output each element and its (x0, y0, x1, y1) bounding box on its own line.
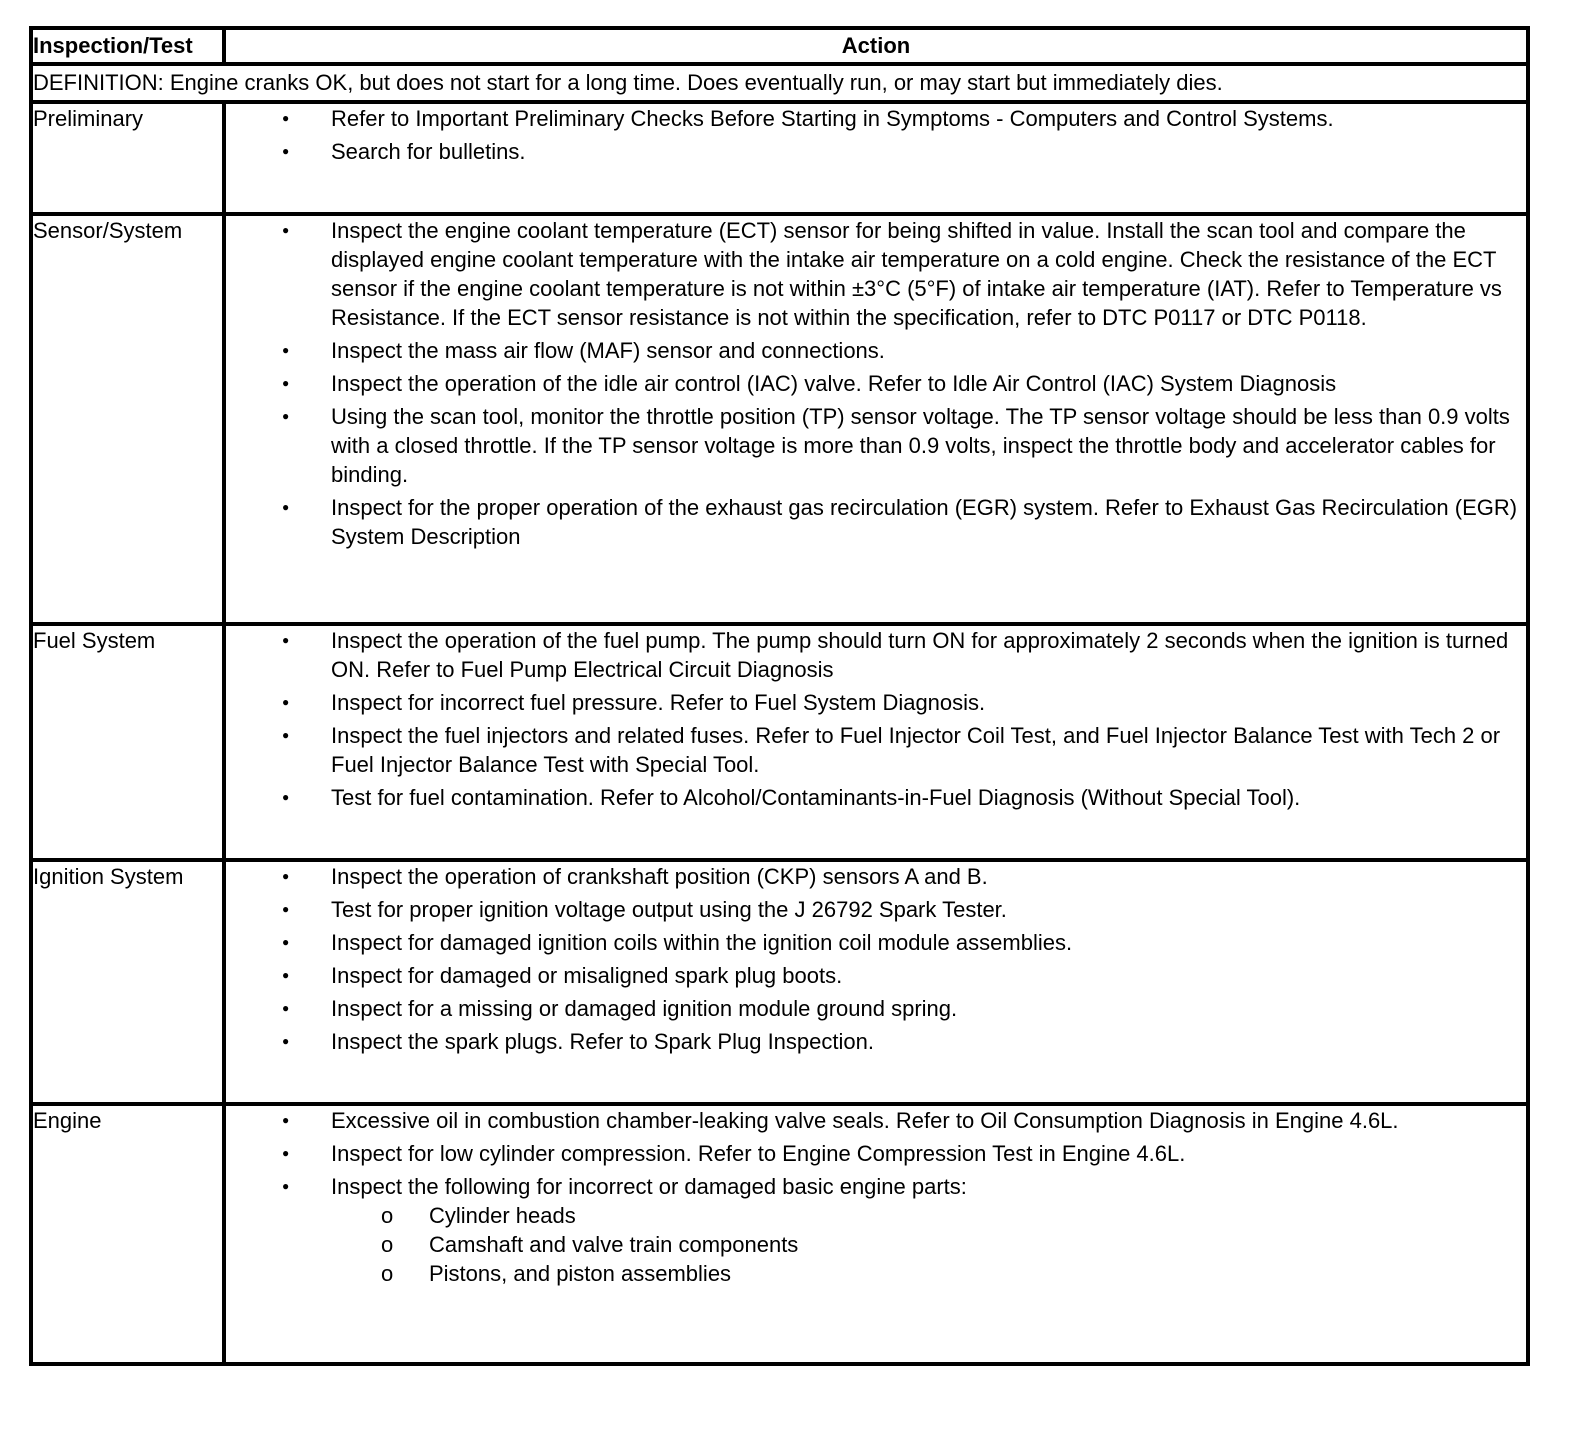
list-item: ● Using the scan tool, monitor the throttle position (TP) sensor voltage. The TP sensor voltage should be less than 0.9 volts with a closed throttle. If the TP sensor voltage is more than 0.9 volts, inspect the throttle body and accelerator cables for binding. (226, 402, 1526, 489)
table-row (31, 1104, 1528, 1364)
list-item: ● Refer to Important Preliminary Checks Before Starting in Symptoms - Computers and Control Systems. (226, 104, 1526, 133)
table-row (31, 102, 1528, 214)
list-item: ● Test for fuel contamination. Refer to Alcohol/Contaminants-in-Fuel Diagnosis (Without Special Tool). (226, 783, 1526, 812)
header-inspection-test: Inspection/Test (31, 28, 224, 64)
list-item: ● Inspect the operation of the fuel pump. The pump should turn ON for approximately 2 seconds when the ignition is turned ON. Refer to Fuel Pump Electrical Circuit Diagnosis (226, 626, 1526, 684)
table-row (31, 860, 1528, 1104)
list-item: ● Test for proper ignition voltage output using the J 26792 Spark Tester. (226, 895, 1526, 924)
row-label-preliminary: Preliminary (31, 102, 224, 214)
list-item: ● Search for bulletins. (226, 137, 1526, 166)
list-item: ● Excessive oil in combustion chamber-leaking valve seals. Refer to Oil Consumption Diagnosis in Engine 4.6L. (226, 1106, 1526, 1135)
list-item: ● Inspect the operation of crankshaft position (CKP) sensors A and B. (226, 862, 1526, 891)
list-item: ● Inspect for a missing or damaged ignition module ground spring. (226, 994, 1526, 1023)
row-label-sensor-system: Sensor/System (31, 214, 224, 624)
definition-text: DEFINITION: Engine cranks OK, but does not start for a long time. Does eventually run, or may start but immediately dies. (31, 64, 1528, 102)
action-list (226, 216, 1526, 551)
list-item: ● Inspect the fuel injectors and related fuses. Refer to Fuel Injector Coil Test, and Fuel Injector Balance Test with Tech 2 or Fuel Injector Balance Test with Special Tool. (226, 721, 1526, 779)
sub-list (331, 1201, 1526, 1288)
header-action: Action (224, 28, 1528, 64)
action-list (226, 626, 1526, 812)
list-item: ● Inspect the operation of the idle air control (IAC) valve. Refer to Idle Air Control (IAC) System Diagnosis (226, 369, 1526, 398)
row-actions-sensor-system (224, 214, 1528, 624)
list-item: ● Inspect for incorrect fuel pressure. Refer to Fuel System Diagnosis. (226, 688, 1526, 717)
row-label-engine: Engine (31, 1104, 224, 1364)
diagnostic-table (29, 26, 1530, 1366)
sub-list-item: o Cylinder heads (331, 1201, 1526, 1230)
row-actions-preliminary (224, 102, 1528, 214)
list-item: ● Inspect the mass air flow (MAF) sensor and connections. (226, 336, 1526, 365)
action-list (226, 1106, 1526, 1288)
list-item: ● Inspect for low cylinder compression. Refer to Engine Compression Test in Engine 4.6L. (226, 1139, 1526, 1168)
sub-list-item: o Pistons, and piston assemblies (331, 1259, 1526, 1288)
list-item (226, 1172, 1526, 1288)
header-row (31, 28, 1528, 64)
action-list (226, 862, 1526, 1056)
list-item: ● Inspect for the proper operation of the exhaust gas recirculation (EGR) system. Refer to Exhaust Gas Recirculation (EGR) System Description (226, 493, 1526, 551)
definition-row (31, 64, 1528, 102)
row-actions-fuel-system (224, 624, 1528, 860)
list-item: ● Inspect for damaged ignition coils within the ignition coil module assemblies. (226, 928, 1526, 957)
list-item-text: Inspect the following for incorrect or damaged basic engine parts: (331, 1174, 967, 1199)
list-item: ● Inspect the spark plugs. Refer to Spark Plug Inspection. (226, 1027, 1526, 1056)
sub-list-item: o Camshaft and valve train components (331, 1230, 1526, 1259)
table-row (31, 214, 1528, 624)
table-row (31, 624, 1528, 860)
row-label-ignition-system: Ignition System (31, 860, 224, 1104)
row-label-fuel-system: Fuel System (31, 624, 224, 860)
row-actions-engine (224, 1104, 1528, 1364)
action-list (226, 104, 1526, 166)
list-item: ● Inspect the engine coolant temperature (ECT) sensor for being shifted in value. Install the scan tool and compare the displayed engine coolant temperature with the intake air temperature on a cold engine. Check the resistance of the ECT sensor if the engine coolant temperature is not within ±3°C (5°F) of intake air temperature (IAT). Refer to Temperature vs Resistance. If the ECT sensor resistance is not within the specification, refer to DTC P0117 or DTC P0118. (226, 216, 1526, 332)
list-item: ● Inspect for damaged or misaligned spark plug boots. (226, 961, 1526, 990)
row-actions-ignition-system (224, 860, 1528, 1104)
